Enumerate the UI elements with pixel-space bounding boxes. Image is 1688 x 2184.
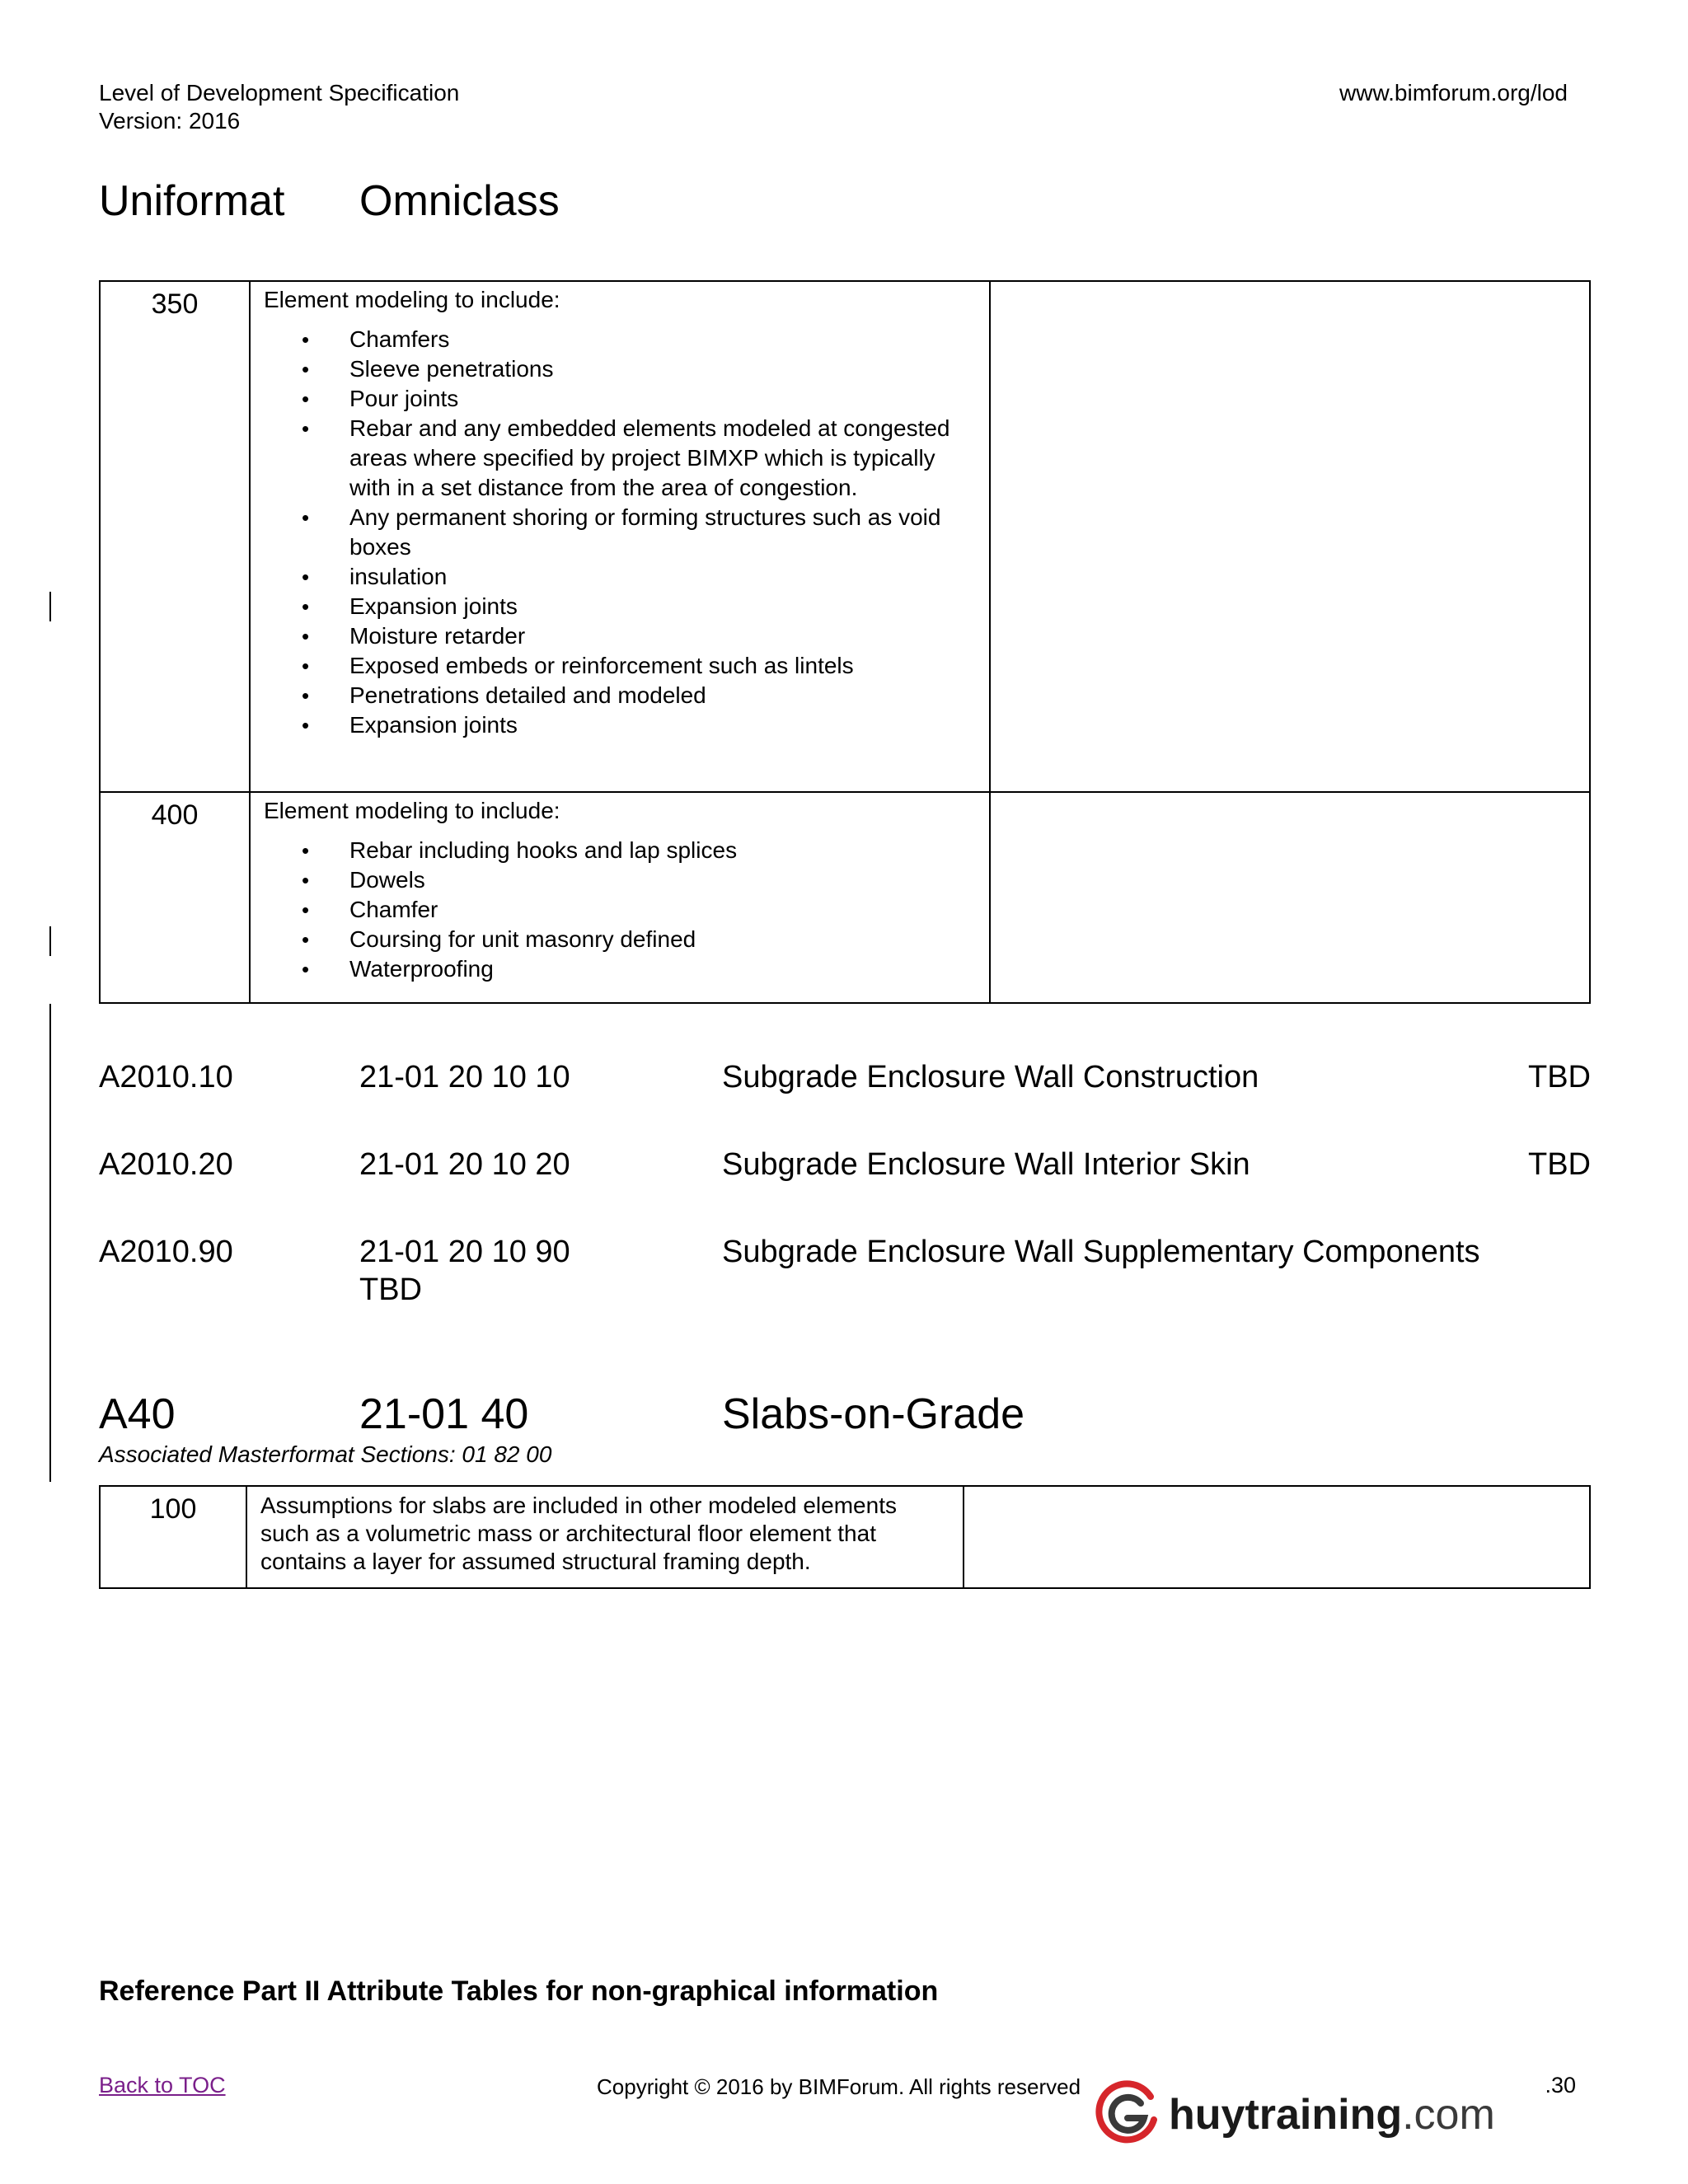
element-omniclass: 21-01 20 10 90 — [359, 1235, 570, 1269]
element-name: Subgrade Enclosure Wall Construction — [722, 1060, 1259, 1094]
list-item: • insulation — [349, 562, 976, 592]
revision-bar — [49, 592, 51, 621]
back-to-toc-link[interactable]: Back to TOC — [99, 2073, 226, 2097]
lod-level: 350 — [100, 281, 250, 792]
omniclass-heading: Omniclass — [359, 177, 560, 225]
list-item: • Waterproofing — [349, 954, 976, 984]
list-item: • Dowels — [349, 865, 976, 895]
section-omniclass: 21-01 40 — [359, 1390, 529, 1438]
watermark-g-icon — [1093, 2079, 1162, 2148]
watermark-text: huytraining.com — [1169, 2091, 1495, 2139]
element-uniformat: A2010.20 — [99, 1147, 233, 1182]
list-item: • Rebar including hooks and lap splices — [349, 836, 976, 865]
lod-intro: Element modeling to include: — [264, 287, 560, 312]
list-item: • Moisture retarder — [349, 621, 976, 651]
lod-item-list — [264, 836, 976, 984]
element-uniformat: A2010.10 — [99, 1060, 233, 1094]
table-row — [100, 281, 1590, 792]
list-item: • Any permanent shoring or forming structures such as void boxes — [349, 503, 976, 562]
list-item: • Pour joints — [349, 384, 976, 414]
masterformat-note: Associated Masterformat Sections: 01 82 00 — [99, 1441, 552, 1467]
spec-version: Version: 2016 — [99, 108, 241, 134]
lod-notes-cell — [964, 1486, 1590, 1588]
uniformat-heading: Uniformat — [99, 177, 285, 225]
lod-table-a2010 — [99, 280, 1591, 1004]
list-item: • Sleeve penetrations — [349, 354, 976, 384]
lod-level: 100 — [100, 1486, 246, 1588]
spec-title: Level of Development Specification — [99, 80, 460, 105]
table-row — [100, 1486, 1590, 1588]
element-status: TBD — [1528, 1147, 1591, 1182]
element-omniclass: 21-01 20 10 10 — [359, 1060, 570, 1094]
lod-notes-cell — [990, 792, 1590, 1003]
element-omniclass: 21-01 20 10 20 — [359, 1147, 570, 1182]
table-row — [100, 792, 1590, 1003]
watermark-logo — [1093, 2079, 1495, 2149]
element-status: TBD — [1528, 1060, 1591, 1094]
element-name: Subgrade Enclosure Wall Interior Skin — [722, 1147, 1250, 1182]
copyright: Copyright © 2016 by BIMForum. All rights reserved — [597, 2074, 1081, 2099]
lod-notes-cell — [990, 281, 1590, 792]
lod-level: 400 — [100, 792, 250, 1003]
list-item: • Expansion joints — [349, 592, 976, 621]
list-item: • Exposed embeds or reinforcement such as lintels — [349, 651, 976, 681]
list-item: • Penetrations detailed and modeled — [349, 681, 976, 710]
lod-intro: Element modeling to include: — [264, 798, 560, 823]
element-name: Subgrade Enclosure Wall Supplementary Components — [722, 1235, 1480, 1269]
revision-bar — [49, 926, 51, 956]
header-url: www.bimforum.org/lod — [1339, 80, 1568, 105]
list-item: • Chamfer — [349, 895, 976, 925]
list-item: • Chamfers — [349, 325, 976, 354]
reference-note: Reference Part II Attribute Tables for non-graphical information — [99, 1975, 939, 2007]
list-item: • Expansion joints — [349, 710, 976, 740]
revision-bar — [49, 1004, 51, 1482]
section-uniformat: A40 — [99, 1390, 176, 1438]
element-status: TBD — [359, 1272, 422, 1307]
list-item: • Rebar and any embedded elements modeled at congested areas where specified by project BIMXP which is typically with in a set distance from the area of congestion. — [349, 414, 976, 503]
lod-description — [250, 792, 990, 1003]
lod-table-a40 — [99, 1485, 1591, 1589]
list-item: • Coursing for unit masonry defined — [349, 925, 976, 954]
lod-description: Assumptions for slabs are included in other modeled elements such as a volumetric mass or architectural floor element that contains a layer for assumed structural framing depth. — [246, 1486, 964, 1588]
page-number: .30 — [1545, 2073, 1576, 2097]
section-name: Slabs-on-Grade — [722, 1390, 1025, 1438]
element-uniformat: A2010.90 — [99, 1235, 233, 1269]
lod-description — [250, 281, 990, 792]
lod-item-list — [264, 325, 976, 740]
